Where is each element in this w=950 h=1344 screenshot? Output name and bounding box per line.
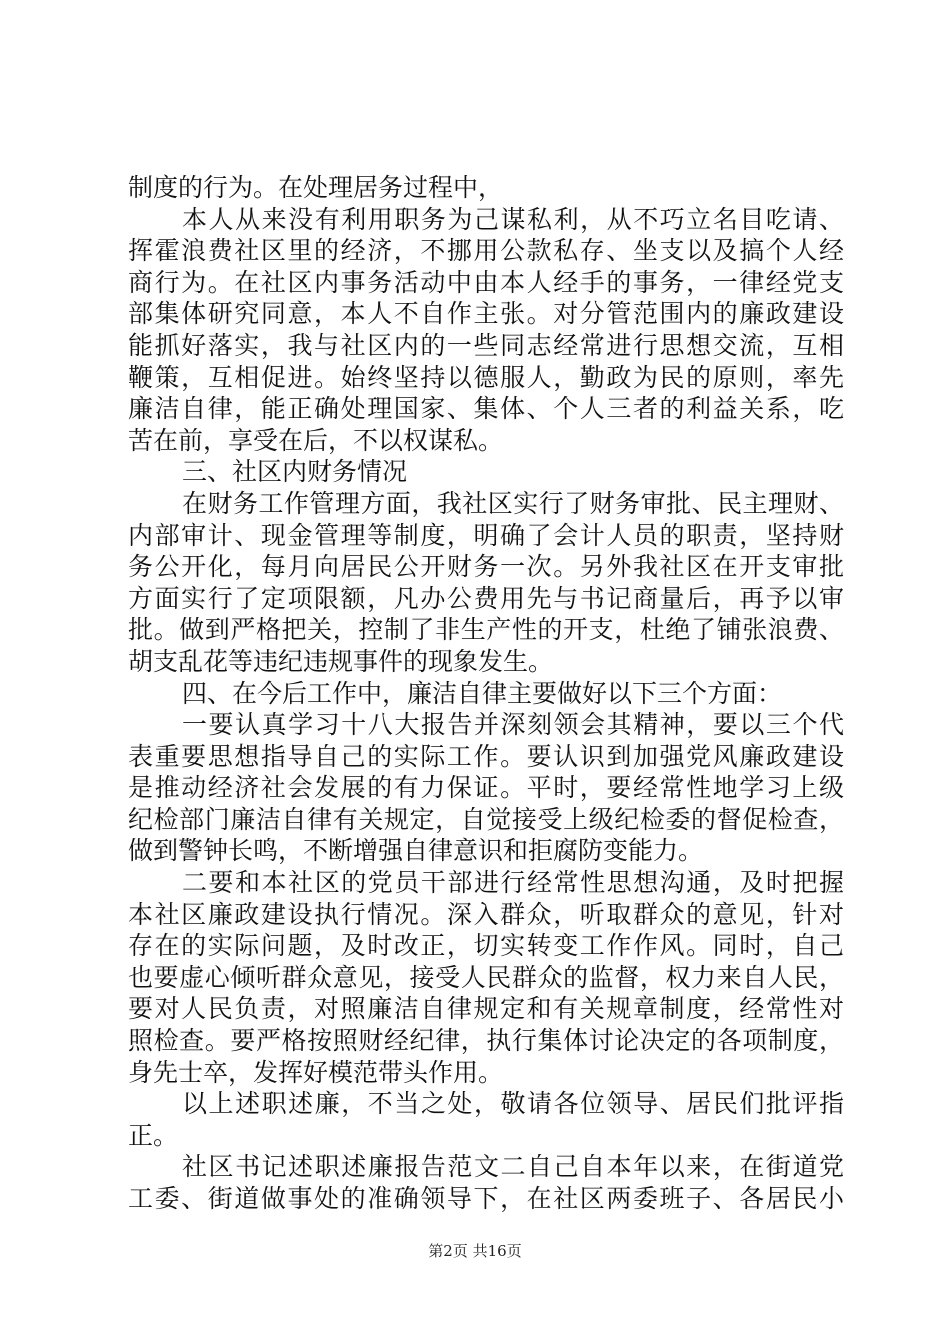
text-line: 苦在前，享受在后，不以权谋私。 [128,425,504,455]
text-line: 正。 [128,1120,179,1150]
page-number-footer: 第2页 共16页 [428,1242,522,1260]
text-line: 四、在今后工作中，廉洁自律主要做好以下三个方面： [182,678,783,708]
text-line: 批。做到严格把关，控制了非生产性的开支，杜绝了铺张浪费、 [128,615,844,645]
text-line: 表重要思想指导自己的实际工作。要认识到加强党风廉政建设 [128,741,844,771]
text-line: 胡支乱花等违纪违规事件的现象发生。 [128,646,554,676]
text-line: 务公开化，每月向居民公开财务一次。另外我社区在开支审批 [128,552,844,582]
document-body [128,172,844,1215]
text-line: 二要和本社区的党员干部进行经常性思想沟通，及时把握 [182,868,844,898]
text-line: 鞭策，互相促进。始终坚持以德服人，勤政为民的原则，率先 [128,362,844,392]
text-line: 做到警钟长鸣，不断增强自律意识和拒腐防变能力。 [128,836,704,866]
text-line: 制度的行为。在处理居务过程中， [128,173,504,202]
text-line: 在财务工作管理方面，我社区实行了财务审批、民主理财、 [182,488,844,518]
text-line: 纪检部门廉洁自律有关规定，自觉接受上级纪检委的督促检查， [128,804,844,834]
text-line: 本社区廉政建设执行情况。深入群众，听取群众的意见，针对 [128,899,844,929]
text-line: 存在的实际问题，及时改正，切实转变工作作风。同时，自己 [128,931,844,961]
text-line: 方面实行了定项限额，凡办公费用先与书记商量后，再予以审 [128,583,844,613]
text-line: 挥霍浪费社区里的经济，不挪用公款私存、坐支以及搞个人经 [128,236,844,266]
text-line: 要对人民负责，对照廉洁自律规定和有关规章制度，经常性对 [128,994,844,1024]
text-line: 社区书记述职述廉报告范文二自己自本年以来，在街道党 [182,1152,844,1182]
text-line: 一要认真学习十八大报告并深刻领会其精神，要以三个代 [182,710,844,740]
text-line: 以上述职述廉，不当之处，敬请各位领导、居民们批评指 [182,1089,844,1119]
text-line: 工委、街道做事处的准确领导下，在社区两委班子、各居民小 [128,1184,844,1213]
text-line: 身先士卒，发挥好模范带头作用。 [128,1057,504,1087]
text-line: 内部审计、现金管理等制度，明确了会计人员的职责，坚持财 [128,520,844,550]
text-line: 部集体研究同意，本人不自作主张。对分管范围内的廉政建设 [128,299,844,329]
text-line: 三、社区内财务情况 [182,457,408,487]
text-line: 廉洁自律，能正确处理国家、集体、个人三者的利益关系，吃 [128,394,844,424]
text-line: 能抓好落实，我与社区内的一些同志经常进行思想交流，互相 [128,330,844,360]
text-line: 本人从来没有利用职务为己谋私利，从不巧立名目吃请、 [182,204,844,234]
text-line: 是推动经济社会发展的有力保证。平时，要经常性地学习上级 [128,773,844,803]
text-line: 也要虚心倾听群众意见，接受人民群众的监督，权力来自人民， [128,962,844,992]
text-line: 照检查。要严格按照财经纪律，执行集体讨论决定的各项制度， [128,1026,844,1056]
text-line: 商行为。在社区内事务活动中由本人经手的事务，一律经党支 [128,267,844,297]
